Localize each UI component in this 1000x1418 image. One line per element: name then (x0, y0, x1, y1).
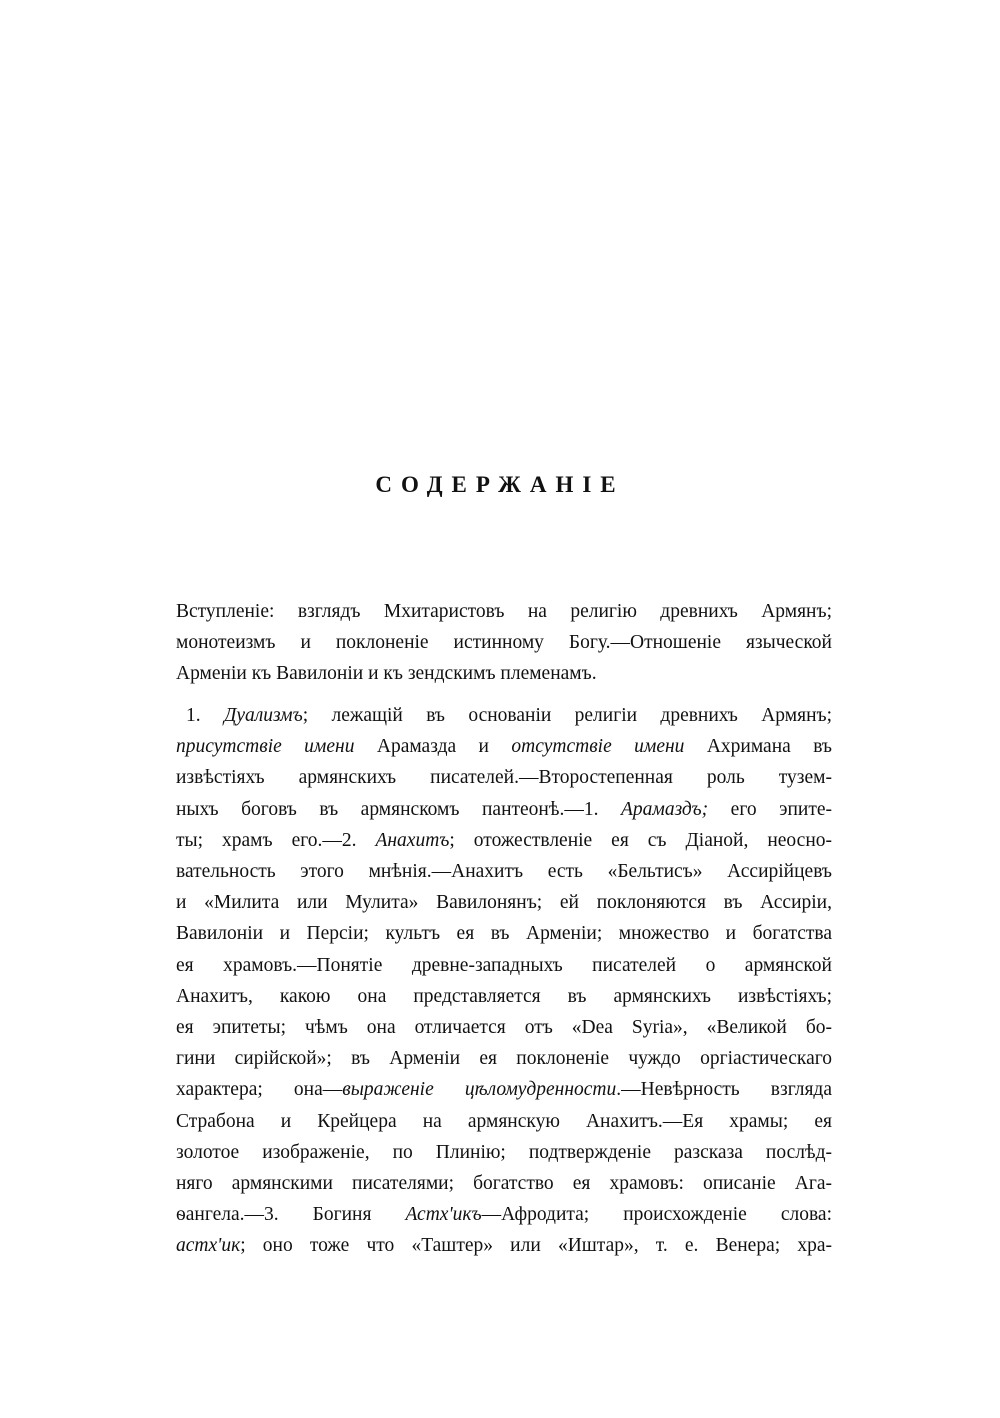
text-run: Страбона и Крейцера на армянскую Анахитъ.—Ея храмы; ея (176, 1110, 832, 1132)
section-line (176, 731, 832, 762)
section-line (176, 918, 832, 949)
text-run: 1. (186, 705, 224, 726)
text-run: золотое изображеніе, по Плинію; подтвержденіе разсказа послѣд- (176, 1141, 832, 1163)
text-run: вательность этого мнѣнія.—Анахитъ есть «Бельтисъ» Ассирійцевъ (176, 861, 832, 883)
italic-text: Арамаздъ; (620, 798, 709, 820)
text-run: ты; храмъ его.—2. (176, 829, 376, 851)
section-1-paragraph (176, 700, 832, 1262)
text-run: его эпите- (708, 798, 832, 820)
italic-text: присутствіе имени (176, 736, 355, 758)
text-run: Анахитъ, какою она представляется въ армянскихъ извѣстіяхъ; (176, 985, 832, 1007)
section-line (176, 700, 832, 731)
text-run: Ахримана въ (684, 736, 832, 758)
text-run: ея храмовъ.—Понятіе древне-западныхъ писателей о армянской (176, 954, 832, 976)
italic-text: Астх'икъ (405, 1204, 482, 1226)
section-line (176, 762, 832, 793)
italic-text: выраженіе цѣломудренности (342, 1079, 617, 1101)
text-run: характера; она— (176, 1079, 343, 1101)
text-run: ; отожествленіе ея съ Діаной, неосно- (449, 829, 832, 851)
section-line (176, 1106, 832, 1137)
section-line (176, 1168, 832, 1199)
italic-text: отсутствіе имени (511, 736, 685, 758)
text-run: ; лежащій въ основаніи религіи древнихъ Армянъ; (302, 705, 832, 726)
italic-text: Дуализмъ (223, 705, 303, 726)
text-run: Вавилоніи и Персіи; культъ ея въ Арменіи; множество и богатства (176, 923, 832, 945)
text-run: извѣстіяхъ армянскихъ писателей.—Второстепенная роль тузем- (176, 767, 832, 789)
page-title: СОДЕРЖАНІЕ (375, 472, 625, 497)
text-run: Арамазда и (354, 736, 512, 758)
intro-line: Арменіи къ Вавилоніи и къ зендскимъ племенамъ. (176, 663, 597, 685)
text-run: —Афродита; происхожденіе слова: (481, 1204, 832, 1226)
section-line (176, 1137, 832, 1168)
intro-paragraph (176, 596, 832, 690)
text-run: и «Милита или Мулита» Вавилонянъ; ей поклоняются въ Ассиріи, (176, 892, 832, 914)
section-line (176, 1012, 832, 1043)
section-line (176, 981, 832, 1012)
section-line (176, 1230, 832, 1261)
section-line (176, 856, 832, 887)
italic-text: Анахитъ (375, 829, 450, 851)
section-line (176, 825, 832, 856)
text-run: няго армянскими писателями; богатство ея храмовъ: описаніе Ага- (176, 1173, 832, 1195)
section-line (176, 887, 832, 918)
italic-text: астх'ик (176, 1235, 241, 1257)
section-line (176, 950, 832, 981)
text-run: ея эпитеты; чѣмъ она отличается отъ «Dea Syria», «Великой бо- (176, 1017, 832, 1039)
text-run: .—Невѣрность взгляда (616, 1079, 832, 1101)
section-line (176, 794, 832, 825)
intro-line: Вступленіе: взглядъ Мхитаристовъ на религію древнихъ Армянъ; (176, 601, 832, 622)
intro-line: монотеизмъ и поклоненіе истинному Богу.—Отношеніе языческой (176, 632, 832, 654)
section-line (176, 1199, 832, 1230)
text-run: гини сирійской»; въ Арменіи ея поклоненіе чуждо оргіастическаго (176, 1048, 832, 1070)
text-run: ; оно тоже что «Таштер» или «Иштар», т. е. Венера; хра- (240, 1235, 832, 1257)
section-line (176, 1043, 832, 1074)
text-run: ныхъ боговъ въ армянскомъ пантеонѣ.—1. (176, 798, 621, 820)
text-run: ѳангела.—3. Богиня (176, 1204, 406, 1226)
section-line (176, 1074, 832, 1105)
